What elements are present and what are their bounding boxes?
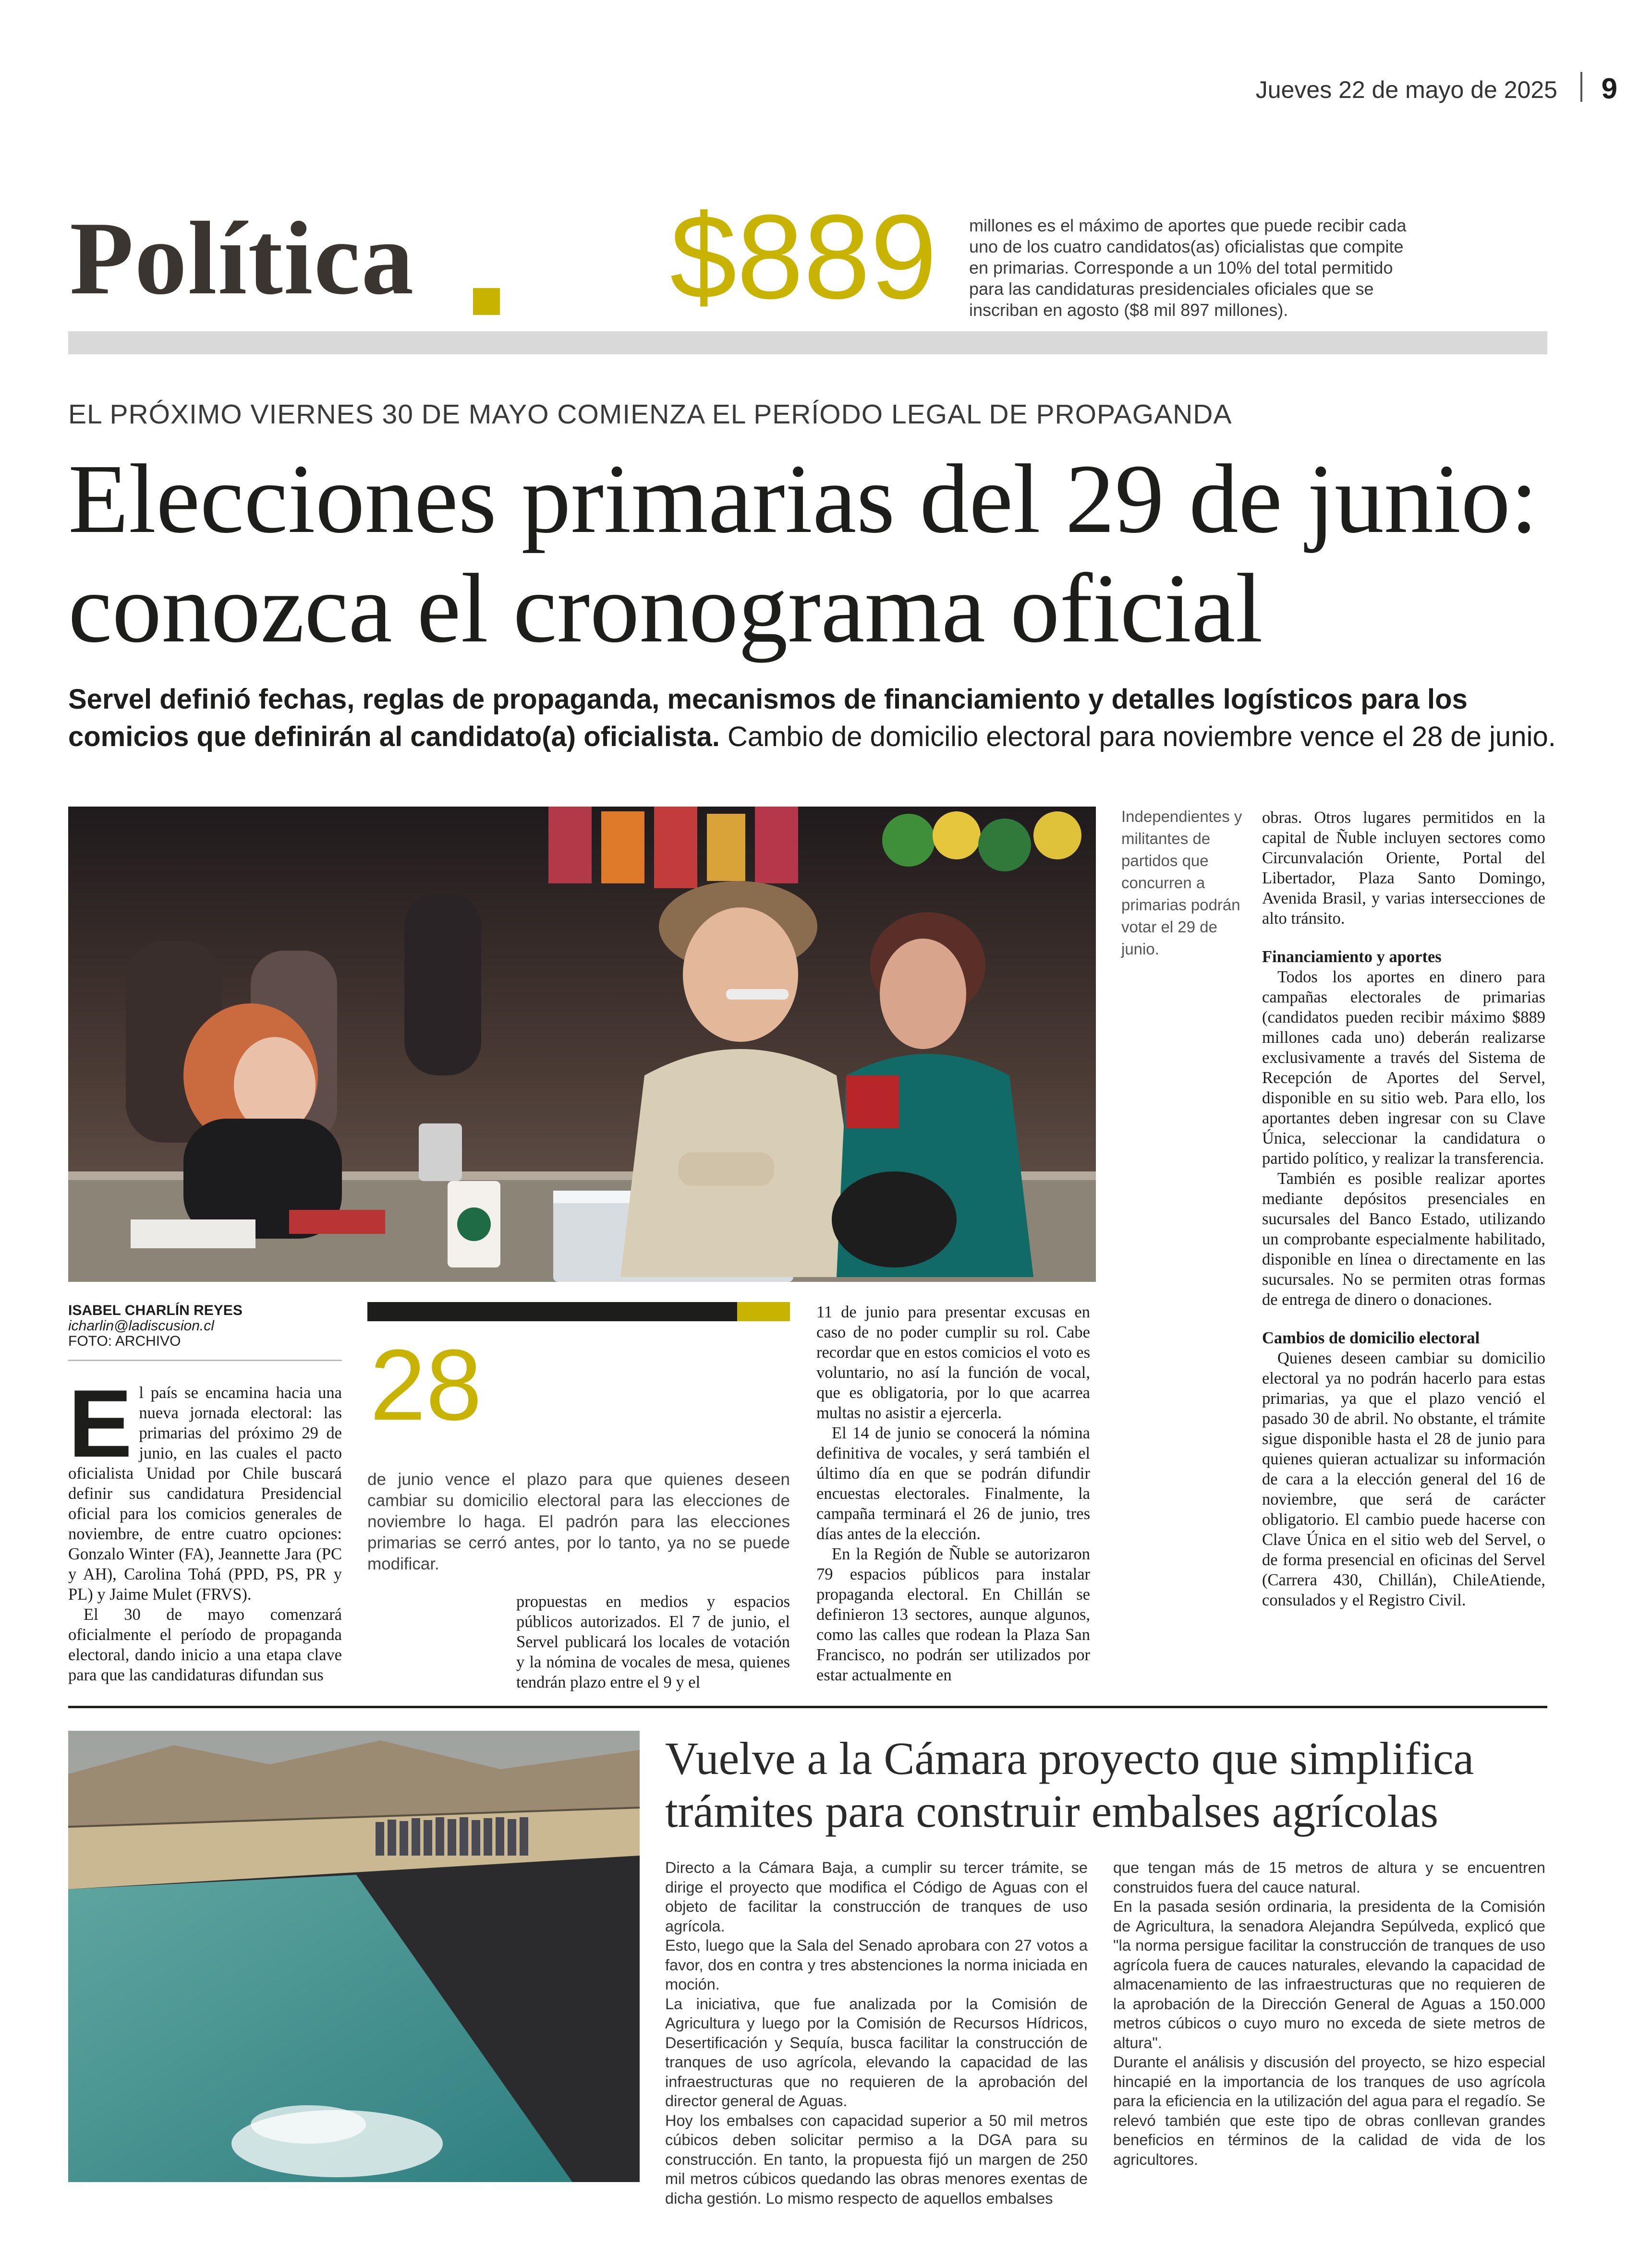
paragraph: Esto, luego que la Sala del Senado aprobara con 27 votos a favor, dos en contra y tres abstenciones la norma iniciada en moción. [665,1937,1088,1993]
article-kicker: EL PRÓXIMO VIERNES 30 DE MAYO COMIENZA EL PERÍODO LEGAL DE PROPAGANDA [68,399,1232,430]
photo-credit: FOTO: ARCHIVO [68,1333,181,1349]
stat-amount: $889 [670,190,937,324]
article-column-2 [516,1592,790,1692]
highlight-text: de junio vence el plazo para que quienes deseen cambiar su domicilio electoral para las elecciones de noviembre lo haga. El padrón para las elecciones primarias se cerró antes, por lo tanto, ya no se puede modificar. [367,1470,790,1573]
paragraph: Durante el análisis y discusión del proyecto, se hizo especial hincapié en la importancia de los tranques de uso agrícola para la eficiencia en la utilización del agua para el regadío. Se relevó también que este tipo de obras conllevan grandes beneficios en términos de la calidad de vida de los agricultores. [1113,2053,1545,2168]
dropcap: E [68,1370,133,1477]
paragraph: Quienes deseen cambiar su domicilio electoral ya no podrán hacerlo para estas primarias, ya que el plazo venció el pasado 30 de abril. No obstante, el trámite sigue disponible hasta el 28 de junio para quienes quieran actualizar su información de cara a la elección general del 16 de noviembre, que será de carácter obligatorio. El cambio puede hacerse con Clave Única en el sitio web del Servel, o de forma presencial en oficinas del Servel (Carrera 430, Chillán), ChileAtiende, consulados y el Registro Civil. [1262,1349,1545,1609]
paragraph: El 14 de junio se conocerá la nómina definitiva de vocales, y será también el último día en que se podrán difundir encuestas electorales. Finalmente, la campaña terminará el 26 de junio, tres días antes de la elección. [816,1424,1090,1543]
page-number: 9 [1601,72,1617,105]
lead-bold: Servel definió fechas, reglas de propaganda, mecanismos de financiamiento y detalles logísticos para los comicios que definirán al candidato(a) oficialista. [68,684,1468,752]
article-headline: Elecciones primarias del 29 de junio: conozca el cronograma oficial [68,444,1538,663]
paragraph: l país se encamina hacia una nueva jornada electoral: las primarias del próximo 29 de junio, en las cuales el pacto oficialista Unidad por Chile buscará definir sus candidatura Presidencial oficial para los comicios generales de noviembre, de entre cuatro opciones: Gonzalo Winter (FA), Jeannette Jara (PC y AH), Carolina Tohá (PPD, PS, PR y PL) y Jaime Mulet (FRVS). [68,1384,342,1604]
subhead-domicile: Cambios de domicilio electoral [1262,1329,1480,1347]
author-email[interactable]: icharlin@ladiscusion.cl [68,1318,214,1334]
issue-date: Jueves 22 de mayo de 2025 [1255,76,1557,103]
paragraph: El 30 de mayo comenzará oficialmente el período de propaganda electoral, dando inicio a una etapa clave para que las candidaturas difundan sus [68,1605,342,1684]
highlight-bar-accent [737,1302,790,1321]
photo-caption: Independientes y militantes de partidos que concurren a primarias podrán votar el 29 de junio. [1121,808,1242,958]
header-divider-bar [68,331,1547,354]
paragraph: En la Región de Ñuble se autorizaron 79 espacios públicos para instalar propaganda electoral. En Chillán se definieron 13 sectores, aunque algunos, como las calles que rodean la Plaza San Francisco, no podrán ser utilizados por estar actualmente en [816,1545,1090,1684]
highlight-number: 28 [370,1328,482,1441]
article-lead [68,681,1557,756]
paragraph: propuestas en medios y espacios públicos autorizados. El 7 de junio, el Servel publicará los locales de votación y la nómina de vocales de mesa, quienes tendrán plazo entre el 9 y el [516,1592,790,1691]
article2-column-2 [1113,1858,1545,2169]
paragraph: Todos los aportes en dinero para campañas electorales de primarias (candidatos pueden recibir máximo $889 millones cada uno) deberán realizarse exclusivamente a través del Sistema de Recepción de Aportes del Servel, disponible en su sitio web. Para ello, los aportantes deben ingresar con su Clave Única, seleccionar la candidatura o partido político, y realizar la transferencia. [1262,968,1545,1168]
section-title: Política [70,201,415,316]
article-column-1 [68,1370,342,1685]
paragraph: Directo a la Cámara Baja, a cumplir su tercer trámite, se dirige el proyecto que modifica el Código de Aguas con el objeto de facilitar la construcción de tranques de uso agrícola. [665,1859,1088,1935]
voting-photo [68,807,1096,1282]
paragraph: También es posible realizar aportes mediante depósitos presenciales en sucursales del Banco Estado, utilizando un comprobante especialmente habilitado, disponible en línea o directamente en las sucursales. No se permiten otras formas de entrega de dinero o donaciones. [1262,1170,1545,1309]
paragraph: La iniciativa, que fue analizada por la Comisión de Agricultura y luego por la Comisión de Recursos Hídricos, Desertificación y Sequía, busca facilitar la construcción de tranques de uso agrícola, elevando la capacidad de las infraestructuras que no requieren de la aprobación del director general de Aguas. [665,1995,1088,2110]
article2-column-1 [665,1858,1088,2208]
stat-description: millones es el máximo de aportes que puede recibir cada uno de los cuatro candidatos(as) oficialistas que compite en primarias. Corresponde a un 10% del total permitido para las candidaturas presidenciales oficiales que se inscriban en agosto ($8 mil 897 millones). [969,216,1407,320]
author-name: ISABEL CHARLÍN REYES [68,1303,243,1318]
lead-regular: Cambio de domicilio electoral para noviembre vence el 28 de junio. [719,721,1556,752]
paragraph: obras. Otros lugares permitidos en la capital de Ñuble incluyen sectores como Circunvalación Oriente, Portal del Libertador, Plaza Santo Domingo, Avenida Brasil, y varias intersecciones de alto tránsito. [1262,808,1545,928]
article2-headline: Vuelve a la Cámara proyecto que simplifica trámites para construir embalses agrícolas [665,1733,1474,1837]
section-title-dot [473,288,500,315]
reservoir-photo [68,1731,640,2182]
article-divider [68,1706,1547,1708]
paragraph: que tengan más de 15 metros de altura y se encuentren construidos fuera del cauce natural. [1113,1859,1545,1896]
paragraph: Hoy los embalses con capacidad superior a 50 mil metros cúbicos deben solicitar permiso a la DGA para su construcción. En tanto, la propuesta fijó un margen de 250 mil metros cúbicos quedando las obras menores exentas de dicha gestión. Lo mismo respecto de aquellos embalses [665,2111,1088,2207]
byline-rule [68,1360,342,1361]
article-column-3 [816,1302,1090,1685]
subhead-financing: Financiamiento y aportes [1262,948,1442,966]
highlight-bar [367,1302,737,1321]
paragraph: En la pasada sesión ordinaria, la presidenta de la Comisión de Agricultura, la senadora Alejandra Sepúlveda, explicó que "la norma persigue facilitar la construcción de tranques de uso agrícola fuera de cauces naturales, elevando la capacidad de almacenamiento de las infraestructuras que no requieren de la aprobación de la Dirección General de Aguas a 150.000 metros cúbicos o cuyo muro no exceda de siete metros de altura". [1113,1898,1545,2051]
paragraph: 11 de junio para presentar excusas en caso de no poder cumplir su rol. Cabe recordar que en estos comicios el voto es voluntario, no así la función de vocal, que es obligatoria, por lo que acarrea multas no asistir a ejercerla. [816,1303,1090,1422]
header-separator [1580,72,1582,102]
article-column-4 [1262,808,1545,1610]
